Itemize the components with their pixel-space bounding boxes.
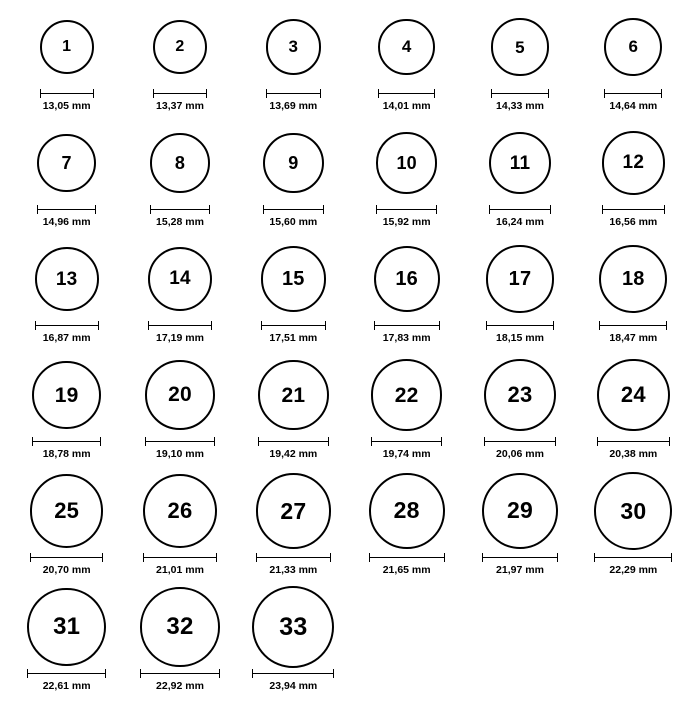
ring-size-cell bbox=[577, 8, 690, 124]
ring-size-number: 25 bbox=[54, 498, 80, 523]
ring-size-cell bbox=[463, 240, 576, 356]
ring-circle-wrap bbox=[40, 8, 94, 86]
ring-size-number: 28 bbox=[393, 497, 420, 524]
diameter-label: 13,69 mm bbox=[269, 100, 318, 112]
diameter-measure-line bbox=[371, 436, 442, 446]
measure-bar bbox=[148, 321, 213, 330]
ring-size-cell bbox=[123, 472, 236, 588]
measure-bar bbox=[489, 205, 551, 214]
measure-bar bbox=[266, 89, 322, 98]
ring-size-number: 4 bbox=[401, 37, 412, 57]
diameter-measure-line bbox=[35, 320, 99, 330]
ring-size-number: 2 bbox=[175, 38, 185, 55]
measure-bar bbox=[252, 669, 334, 678]
diameter-label: 21,33 mm bbox=[269, 564, 318, 576]
ring-size-cell bbox=[10, 588, 123, 704]
diameter-label: 18,78 mm bbox=[42, 448, 91, 460]
ring-circle bbox=[371, 359, 442, 430]
measure-bar bbox=[599, 321, 667, 330]
measure-bar bbox=[371, 437, 442, 446]
diameter-measure-line bbox=[597, 436, 670, 446]
ring-circle bbox=[604, 18, 662, 76]
diameter-label: 21,01 mm bbox=[156, 564, 204, 576]
ring-size-cell bbox=[237, 240, 350, 356]
diameter-label: 13,37 mm bbox=[156, 100, 204, 112]
diameter-measure-line bbox=[140, 668, 219, 678]
ring-size-cell bbox=[577, 356, 690, 472]
ring-circle bbox=[145, 360, 215, 430]
ring-size-number: 27 bbox=[280, 497, 307, 524]
ring-circle bbox=[489, 132, 551, 194]
measure-bar bbox=[486, 321, 553, 330]
diameter-measure-line bbox=[594, 552, 672, 562]
ring-size-cell bbox=[463, 8, 576, 124]
diameter-label: 16,87 mm bbox=[42, 332, 91, 344]
measure-bar bbox=[30, 553, 104, 562]
ring-circle bbox=[153, 20, 208, 75]
ring-circle bbox=[30, 474, 104, 548]
ring-size-number: 18 bbox=[621, 267, 645, 290]
diameter-measure-line bbox=[261, 320, 326, 330]
ring-circle bbox=[484, 359, 556, 431]
ring-circle bbox=[143, 474, 217, 548]
diameter-label: 18,15 mm bbox=[496, 332, 544, 344]
ring-size-number: 12 bbox=[622, 152, 645, 174]
diameter-label: 22,29 mm bbox=[609, 564, 658, 576]
diameter-label: 13,05 mm bbox=[42, 100, 91, 112]
ring-size-number: 24 bbox=[620, 382, 646, 407]
ring-size-number: 8 bbox=[174, 153, 186, 173]
diameter-measure-line bbox=[32, 436, 101, 446]
ring-size-number: 7 bbox=[61, 153, 72, 173]
ring-size-number: 9 bbox=[288, 152, 299, 173]
ring-circle-wrap bbox=[599, 240, 667, 318]
measure-bar bbox=[594, 553, 672, 562]
ring-size-cell bbox=[350, 240, 463, 356]
diameter-measure-line bbox=[145, 436, 215, 446]
diameter-label: 20,70 mm bbox=[42, 564, 91, 576]
ring-circle-wrap bbox=[371, 356, 442, 434]
ring-size-cell bbox=[123, 240, 236, 356]
ring-size-number: 31 bbox=[53, 613, 81, 640]
ring-size-number: 11 bbox=[509, 152, 531, 174]
measure-bar bbox=[40, 89, 94, 98]
ring-size-number: 21 bbox=[281, 383, 306, 407]
ring-circle bbox=[369, 473, 445, 549]
ring-size-number: 30 bbox=[620, 497, 647, 524]
ring-circle-wrap bbox=[258, 356, 328, 434]
ring-size-cell bbox=[123, 8, 236, 124]
diameter-label: 16,56 mm bbox=[609, 216, 658, 228]
diameter-label: 21,65 mm bbox=[382, 564, 431, 576]
ring-circle bbox=[482, 473, 559, 550]
diameter-measure-line bbox=[153, 88, 208, 98]
diameter-measure-line bbox=[599, 320, 667, 330]
diameter-measure-line bbox=[378, 88, 434, 98]
diameter-measure-line bbox=[376, 204, 437, 214]
ring-size-cell bbox=[10, 472, 123, 588]
ring-size-cell bbox=[123, 124, 236, 240]
ring-size-number: 5 bbox=[515, 37, 525, 57]
measure-bar bbox=[35, 321, 99, 330]
ring-circle-wrap bbox=[145, 356, 215, 434]
diameter-label: 20,38 mm bbox=[609, 448, 658, 460]
ring-size-grid bbox=[10, 8, 690, 704]
ring-size-cell bbox=[237, 588, 350, 704]
measure-bar bbox=[369, 553, 445, 562]
ring-size-number: 29 bbox=[507, 497, 533, 524]
ring-size-number: 33 bbox=[279, 612, 308, 641]
measure-bar bbox=[256, 553, 331, 562]
ring-size-cell bbox=[237, 472, 350, 588]
ring-circle-wrap bbox=[604, 8, 662, 86]
ring-circle bbox=[491, 18, 548, 75]
diameter-measure-line bbox=[374, 320, 440, 330]
diameter-label: 19,10 mm bbox=[156, 448, 204, 460]
ring-circle bbox=[252, 586, 334, 668]
diameter-label: 20,06 mm bbox=[496, 448, 544, 460]
ring-circle-wrap bbox=[374, 240, 440, 318]
ring-size-cell bbox=[10, 124, 123, 240]
diameter-label: 15,28 mm bbox=[156, 216, 204, 228]
diameter-measure-line bbox=[602, 204, 665, 214]
diameter-label: 18,47 mm bbox=[609, 332, 658, 344]
diameter-measure-line bbox=[252, 668, 334, 678]
diameter-measure-line bbox=[27, 668, 106, 678]
diameter-measure-line bbox=[369, 552, 445, 562]
ring-circle-wrap bbox=[148, 240, 213, 318]
ring-circle bbox=[597, 359, 670, 432]
ring-size-cell bbox=[123, 588, 236, 704]
diameter-label: 14,01 mm bbox=[382, 100, 431, 112]
ring-size-number: 26 bbox=[167, 497, 193, 523]
measure-bar bbox=[484, 437, 556, 446]
ring-circle bbox=[594, 472, 672, 550]
measure-bar bbox=[150, 205, 210, 214]
diameter-measure-line bbox=[143, 552, 217, 562]
diameter-label: 14,96 mm bbox=[42, 216, 91, 228]
ring-size-number: 6 bbox=[628, 37, 639, 57]
diameter-measure-line bbox=[604, 88, 662, 98]
ring-circle bbox=[486, 245, 553, 312]
ring-circle bbox=[40, 20, 94, 74]
diameter-label: 22,92 mm bbox=[156, 680, 204, 692]
ring-circle bbox=[602, 131, 665, 194]
ring-circle-wrap bbox=[261, 240, 326, 318]
ring-size-number: 19 bbox=[54, 383, 79, 407]
ring-circle bbox=[35, 247, 99, 311]
ring-circle-wrap bbox=[376, 124, 437, 202]
ring-size-cell bbox=[10, 8, 123, 124]
measure-bar bbox=[145, 437, 215, 446]
ring-size-cell bbox=[577, 472, 690, 588]
ring-size-cell bbox=[577, 124, 690, 240]
diameter-measure-line bbox=[486, 320, 553, 330]
ring-size-cell bbox=[463, 472, 576, 588]
ring-size-number: 32 bbox=[166, 613, 194, 640]
diameter-label: 15,92 mm bbox=[382, 216, 431, 228]
diameter-label: 17,19 mm bbox=[156, 332, 204, 344]
measure-bar bbox=[604, 89, 662, 98]
ring-circle-wrap bbox=[491, 8, 548, 86]
ring-circle bbox=[263, 133, 324, 194]
diameter-measure-line bbox=[30, 552, 104, 562]
ring-circle-wrap bbox=[32, 356, 101, 434]
ring-circle-wrap bbox=[252, 588, 334, 666]
ring-circle-wrap bbox=[263, 124, 324, 202]
diameter-label: 19,74 mm bbox=[382, 448, 431, 460]
ring-circle bbox=[374, 246, 440, 312]
diameter-measure-line bbox=[482, 552, 559, 562]
ring-circle bbox=[261, 246, 326, 311]
measure-bar bbox=[376, 205, 437, 214]
ring-circle bbox=[376, 132, 437, 193]
ring-circle bbox=[27, 588, 106, 667]
measure-bar bbox=[374, 321, 440, 330]
ring-circle-wrap bbox=[140, 588, 219, 666]
diameter-measure-line bbox=[263, 204, 324, 214]
measure-bar bbox=[32, 437, 101, 446]
measure-bar bbox=[261, 321, 326, 330]
ring-size-cell bbox=[577, 240, 690, 356]
diameter-measure-line bbox=[266, 88, 322, 98]
diameter-label: 21,97 mm bbox=[496, 564, 544, 576]
measure-bar bbox=[140, 669, 219, 678]
ring-size-cell bbox=[10, 356, 123, 472]
ring-circle-wrap bbox=[143, 472, 217, 550]
measure-bar bbox=[602, 205, 665, 214]
ring-circle-wrap bbox=[150, 124, 210, 202]
measure-bar bbox=[37, 205, 96, 214]
ring-circle-wrap bbox=[602, 124, 665, 202]
ring-size-cell bbox=[350, 8, 463, 124]
ring-size-number: 23 bbox=[507, 381, 533, 407]
diameter-label: 19,42 mm bbox=[269, 448, 318, 460]
ring-circle-wrap bbox=[256, 472, 331, 550]
ring-size-cell bbox=[350, 472, 463, 588]
ring-circle-wrap bbox=[484, 356, 556, 434]
ring-circle bbox=[256, 473, 331, 548]
ring-size-cell bbox=[237, 124, 350, 240]
ring-circle-wrap bbox=[597, 356, 670, 434]
ring-size-number: 14 bbox=[169, 268, 191, 290]
ring-circle-wrap bbox=[30, 472, 104, 550]
ring-circle bbox=[148, 247, 213, 312]
diameter-measure-line bbox=[491, 88, 548, 98]
ring-circle bbox=[150, 133, 210, 193]
diameter-label: 17,83 mm bbox=[382, 332, 431, 344]
diameter-label: 15,60 mm bbox=[269, 216, 318, 228]
measure-bar bbox=[263, 205, 324, 214]
measure-bar bbox=[491, 89, 548, 98]
ring-circle bbox=[266, 19, 322, 75]
ring-size-cell bbox=[350, 124, 463, 240]
ring-size-cell bbox=[350, 356, 463, 472]
ring-circle-wrap bbox=[489, 124, 551, 202]
ring-size-number: 20 bbox=[168, 383, 192, 407]
diameter-measure-line bbox=[256, 552, 331, 562]
measure-bar bbox=[258, 437, 328, 446]
ring-circle-wrap bbox=[482, 472, 559, 550]
ring-circle bbox=[140, 587, 219, 666]
measure-bar bbox=[143, 553, 217, 562]
ring-size-number: 16 bbox=[395, 268, 418, 290]
ring-size-number: 3 bbox=[288, 37, 299, 57]
measure-bar bbox=[27, 669, 106, 678]
diameter-measure-line bbox=[258, 436, 328, 446]
measure-bar bbox=[482, 553, 559, 562]
diameter-measure-line bbox=[489, 204, 551, 214]
ring-circle-wrap bbox=[378, 8, 434, 86]
measure-bar bbox=[597, 437, 670, 446]
diameter-label: 23,94 mm bbox=[269, 680, 318, 692]
diameter-label: 14,64 mm bbox=[609, 100, 658, 112]
ring-size-number: 10 bbox=[396, 153, 417, 173]
ring-size-number: 17 bbox=[508, 267, 532, 290]
diameter-measure-line bbox=[150, 204, 210, 214]
diameter-measure-line bbox=[37, 204, 96, 214]
ring-circle bbox=[378, 19, 434, 75]
ring-circle bbox=[599, 245, 667, 313]
ring-size-number: 15 bbox=[281, 267, 305, 290]
ring-circle-wrap bbox=[594, 472, 672, 550]
ring-size-number: 1 bbox=[62, 38, 72, 55]
ring-circle-wrap bbox=[35, 240, 99, 318]
ring-size-cell bbox=[463, 124, 576, 240]
ring-circle-wrap bbox=[369, 472, 445, 550]
diameter-measure-line bbox=[40, 88, 94, 98]
ring-circle bbox=[258, 360, 328, 430]
diameter-label: 17,51 mm bbox=[269, 332, 318, 344]
diameter-label: 22,61 mm bbox=[42, 680, 91, 692]
ring-size-number: 22 bbox=[394, 383, 419, 407]
measure-bar bbox=[378, 89, 434, 98]
diameter-measure-line bbox=[484, 436, 556, 446]
ring-size-cell bbox=[463, 356, 576, 472]
ring-circle-wrap bbox=[266, 8, 322, 86]
ring-size-cell bbox=[237, 356, 350, 472]
ring-circle bbox=[32, 361, 101, 430]
diameter-measure-line bbox=[148, 320, 213, 330]
ring-circle-wrap bbox=[153, 8, 208, 86]
ring-circle-wrap bbox=[27, 588, 106, 666]
ring-size-cell bbox=[123, 356, 236, 472]
diameter-label: 16,24 mm bbox=[496, 216, 544, 228]
ring-size-cell bbox=[237, 8, 350, 124]
ring-size-number: 13 bbox=[55, 268, 78, 290]
measure-bar bbox=[153, 89, 208, 98]
ring-circle bbox=[37, 134, 96, 193]
diameter-label: 14,33 mm bbox=[496, 100, 544, 112]
ring-size-cell bbox=[10, 240, 123, 356]
ring-circle-wrap bbox=[37, 124, 96, 202]
ring-circle-wrap bbox=[486, 240, 553, 318]
